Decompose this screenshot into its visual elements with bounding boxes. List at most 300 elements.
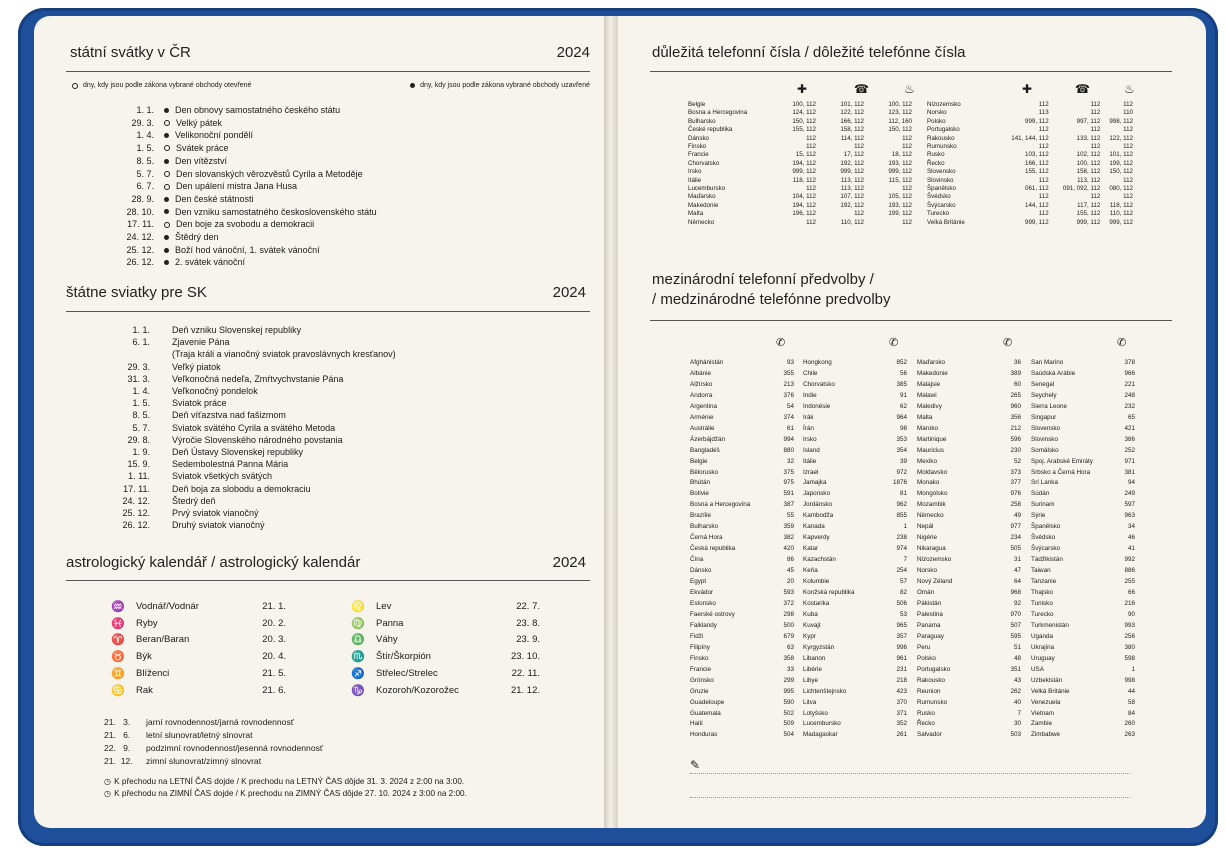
prefix-row [917,544,1021,555]
astro-title-rule [66,580,590,581]
dial-code: 33 [786,665,794,673]
cz-holidays-year: 2024 [556,44,590,61]
prefix-row [803,643,907,654]
emergency-number: 155, 112 [1076,210,1101,218]
dial-code: 590 [783,698,794,706]
prefix-row [803,435,907,446]
country-name: Japonsko [803,490,830,498]
country-name: Kolumbie [803,578,830,586]
zodiac-name: Vodnář/Vodnár [136,600,199,612]
prefix-row [917,687,1021,698]
emergency-row [688,126,912,134]
country-name: Velká Británie [927,218,965,226]
dial-code: 30 [1013,720,1021,728]
country-name: Německo [688,218,715,226]
holiday-date: 1. 5. [132,398,150,409]
country-name: Nikaragua [917,545,946,553]
prefix-row [917,588,1021,599]
prefix-row [803,698,907,709]
sk-holiday-row [112,434,396,446]
sk-holiday-row [112,397,396,409]
emergency-number: 101, 112 [840,101,864,108]
emergency-row [688,168,912,176]
prefix-row [1031,511,1135,522]
dial-code: 420 [783,545,794,553]
dial-code: 232 [1124,402,1135,410]
country-name: Tunisko [1031,599,1053,607]
season-date: 21. 6. [104,730,131,740]
zodiac-sign-icon: ♐ [351,668,365,681]
closed-day-marker-icon [164,159,169,164]
country-name: Zambie [1031,720,1052,728]
prefix-row [690,676,794,687]
holiday-name: Den české státnosti [175,193,254,204]
dial-code: 91 [899,391,907,399]
prefix-row [690,654,794,665]
emergency-row [688,101,912,109]
closed-day-marker-icon [164,108,169,113]
emergency-number: 112 [1123,193,1133,201]
dial-code: 389 [1010,369,1021,377]
emergency-row [688,135,912,143]
country-name: Mozambik [917,501,946,509]
country-name: USA [1031,665,1044,673]
holiday-name: Výročie Slovenského národného povstania [172,434,343,445]
country-name: Haiti [690,720,703,728]
dial-code: 61 [786,424,794,432]
emergency-number: 144, 112 [1025,201,1049,209]
dial-code: 36 [1013,359,1021,366]
prefix-row [1031,457,1135,468]
dial-code: 370 [896,698,907,706]
dial-code: 63 [786,643,794,651]
dial-code: 49 [1013,512,1021,520]
prefix-row [1031,719,1135,730]
prefix-row [690,522,794,533]
dial-code: 299 [783,676,794,684]
country-name: Bolívie [690,490,709,498]
prefix-row [1031,500,1135,511]
prefix-row [917,424,1021,435]
prefix-row [917,402,1021,413]
country-name: Rusko [917,709,935,717]
sk-holidays-header [66,284,586,301]
dst-winter-text: K přechodu na ZIMNÍ ČAS dojde / K prechodu na ZIMNÝ ČAS dôjde 27. 10. 2024 z 3:00 na 2:00. [114,789,467,798]
dial-code: 371 [896,709,907,717]
dial-code: 351 [1010,665,1021,673]
emergency-number: 114, 112 [840,134,864,142]
emergency-number: 100, 112 [888,101,912,108]
prefix-row [1031,544,1135,555]
prefix-row [1031,730,1135,741]
prefix-row [917,369,1021,380]
emergency-row [688,143,912,151]
prefixes-title-line1: mezinárodní telefonní předvolby / [652,271,874,288]
dial-code: 381 [1124,468,1135,476]
book-spine [604,16,618,828]
holiday-name: Sviatok svätého Cyrila a svätého Metoda [172,422,336,433]
country-name: Moldavsko [917,468,948,476]
emergency-number: 112 [1123,176,1133,184]
holiday-name: Sedembolestná Panna Mária [172,459,289,470]
country-name: Velká Británie [1031,687,1070,695]
dial-code: 373 [1010,468,1021,476]
dial-code: 51 [1013,643,1021,651]
season-row [104,742,323,755]
emergency-number: 194, 112 [792,201,816,209]
emergency-number: 150, 112 [792,117,816,125]
season-text: zimní slunovrat/zimný slnovrat [146,756,262,766]
dial-code: 503 [1010,731,1021,739]
dial-code: 386 [1124,435,1135,443]
dial-code: 82 [899,589,907,597]
emergency-number: 118, 112 [1109,201,1133,209]
country-name: Kapverdy [803,534,830,542]
emergency-row [688,210,912,218]
holiday-name: Deň vzniku Slovenskej republiky [172,325,302,335]
zodiac-name: Rak [136,684,153,696]
emergency-number: 133, 112 [1076,134,1101,142]
country-name: Libérie [803,665,822,673]
dial-code: 377 [1010,479,1021,487]
emergency-number: 122, 112 [1109,134,1133,142]
zodiac-row [106,598,286,615]
country-name: Slovensko [1031,424,1061,432]
closed-day-marker-icon [164,133,169,138]
holiday-name: Velikonoční pondělí [175,130,254,141]
prefix-row [1031,654,1135,665]
country-name: Česká republika [690,545,736,553]
dial-code: 93 [786,359,794,366]
holiday-date: 17. 11. [127,219,154,230]
zodiac-list-right [346,598,540,699]
prefix-row [803,544,907,555]
dial-code: 886 [1124,567,1135,575]
dial-code: 263 [1124,731,1135,739]
prefix-row [917,643,1021,654]
country-name: Irák [803,413,814,421]
emergency-number: 112 [902,134,912,142]
holiday-date: 29. 8. [127,434,150,445]
country-name: Řecko [917,720,935,728]
emergency-number: 112 [1038,143,1049,151]
emergency-number: 105, 112 [888,193,912,201]
dst-summer-text: K přechodu na LETNÍ ČAS dojde / K prechodu na LETNÝ ČAS dôjde 31. 3. 2024 z 2:00 na 3:00. [114,777,465,786]
emergency-number: 101, 112 [1109,151,1133,159]
holiday-name: Svátek práce [176,143,229,154]
dial-code: 98 [899,424,907,432]
open-day-marker-icon [164,222,170,228]
police-icon: ☎ [854,82,869,96]
sk-title-rule [66,311,590,312]
country-name: Taiwan [1031,567,1051,575]
country-name: Irsko [803,435,817,443]
country-name: Bangladéš [690,446,720,454]
legend-closed-text: dny, kdy jsou podle zákona vybrané obchody uzavřené [420,82,590,89]
emergency-number: 100, 112 [1076,159,1101,167]
country-name: Kazachstán [803,556,836,564]
country-name: Indonésie [803,402,831,410]
prefix-row [1031,380,1135,391]
dial-code: 880 [783,446,794,454]
prefix-row [917,391,1021,402]
country-name: Somálsko [1031,446,1059,454]
dial-code: 679 [783,632,794,640]
cz-holiday-row [112,155,377,168]
country-name: Švédsko [927,193,951,201]
dst-summer [104,776,467,788]
dial-code: 595 [1010,632,1021,640]
country-name: Švédsko [1031,534,1056,542]
holiday-name: Prvý sviatok vianočný [172,508,259,519]
country-name: Kanada [803,523,825,531]
dial-code: 380 [1124,643,1135,651]
country-name: Indie [803,391,817,399]
emergency-number: 999, 112 [792,168,816,176]
zodiac-date: 23. 10. [510,651,540,663]
dial-code: 423 [896,687,907,695]
country-name: České republika [688,126,733,134]
country-name: Bělorusko [690,468,719,476]
holiday-date: 1. 1. [136,105,154,115]
country-name: Arménie [690,413,714,421]
dial-code: 256 [1124,632,1135,640]
dial-code: 372 [783,599,794,607]
country-name: Estonsko [690,599,716,607]
prefix-row [803,391,907,402]
legend-closed [408,82,590,89]
country-name: Ekvádor [690,589,714,597]
dial-code: 230 [1010,446,1021,454]
country-name: Saúdská Arábie [1031,369,1076,377]
country-name: Madagaskar [803,731,838,739]
astro-year: 2024 [552,554,586,571]
prefix-row [803,511,907,522]
zodiac-date: 23. 9. [516,634,540,646]
dial-code: 992 [1124,556,1135,564]
prefix-row [917,500,1021,511]
clock-icon: ◷ [104,789,112,798]
prefix-row [690,610,794,621]
country-name: Afghánistán [690,359,724,366]
prefix-row [1031,610,1135,621]
country-name: San Marino [1031,359,1064,366]
country-name: Reunion [917,687,941,695]
dial-code: 509 [783,720,794,728]
dial-code: 39 [899,457,907,465]
country-name: Bosna a Hercegovina [688,109,748,117]
country-name: Gruzie [690,687,709,695]
emergency-row [688,109,912,117]
holiday-date: 1. 4. [136,130,154,141]
emergency-number: 112, 160 [888,117,912,125]
emergency-row [688,193,912,201]
prefix-row [803,555,907,566]
dial-code: 47 [1013,567,1021,575]
cz-holiday-row [112,193,377,206]
closed-day-marker-icon [164,197,169,202]
country-name: Srí Lanka [1031,479,1058,487]
prefix-row [803,457,907,468]
holiday-name: 2. svátek vánoční [175,257,246,268]
zodiac-row [346,682,540,699]
emergency-row [927,185,1133,193]
country-name: Turkmenistán [1031,621,1069,629]
dial-code: 258 [1010,501,1021,509]
emergency-number: 112 [1038,101,1049,108]
prefix-row [690,588,794,599]
country-name: Dánsko [690,567,712,575]
zodiac-name: Blíženci [136,668,170,680]
pen-icon: ✎ [690,758,701,772]
cz-legend [70,82,590,89]
emergency-number: 112 [1090,101,1101,108]
zodiac-row [346,615,540,632]
dial-code: 970 [1010,610,1021,618]
emergency-row [688,118,912,126]
dial-code: 502 [783,709,794,717]
holiday-date: 6. 1. [132,337,150,348]
country-name: Mexiko [917,457,937,465]
dial-code: 964 [896,413,907,421]
dial-code: 34 [1127,523,1135,531]
zodiac-row [106,615,286,632]
emergency-row [688,160,912,168]
zodiac-row [346,665,540,682]
holiday-date: 31. 3. [127,373,150,384]
prefix-row [1031,413,1135,424]
country-name: Kuvajt [803,621,821,629]
prefix-row [917,457,1021,468]
dial-code: 58 [1127,698,1135,706]
notes-line[interactable] [690,773,1130,774]
dial-code: 598 [1124,654,1135,662]
prefix-row [803,413,907,424]
prefix-row [1031,533,1135,544]
dial-code: 213 [783,380,794,388]
zodiac-name: Býk [136,651,152,663]
dial-code: 376 [783,391,794,399]
country-name: Lucembursko [803,720,841,728]
dial-code: 90 [1127,610,1135,618]
notes-line[interactable] [690,797,1130,798]
holiday-date: 24. 12. [126,232,154,243]
country-name: Řecko [927,159,945,167]
country-name: Nepál [917,523,934,531]
prefix-row [917,730,1021,741]
dial-code: 975 [783,479,794,487]
emergency-number: 113, 112 [1077,176,1101,184]
prefix-row [1031,424,1135,435]
cz-holiday-row [112,180,377,193]
dial-code: 387 [783,501,794,509]
prefix-row [917,577,1021,588]
country-name: Makedonie [688,201,719,209]
zodiac-sign-icon: ♎ [351,634,365,647]
prefix-row [1031,698,1135,709]
zodiac-sign-icon: ♋ [111,684,125,697]
prefix-row [803,358,907,369]
prefix-row [690,730,794,741]
prefix-row [803,632,907,643]
emergency-row [927,101,1133,109]
emergency-number: 17, 112 [843,151,864,159]
dial-code: 1 [903,523,907,531]
country-name: Chile [803,369,818,377]
phone-icon: ✆ [1117,337,1127,349]
prefix-row [803,588,907,599]
holiday-name: Den boje za svobodu a demokracii [176,219,315,230]
prefix-row [803,522,907,533]
zodiac-name: Ryby [136,617,158,629]
prefixes-title-line2: / medzinárodné telefónne predvolby [652,291,891,308]
country-name: Paraguay [917,632,944,640]
emergency-number: 104, 112 [792,193,816,201]
zodiac-date: 21. 1. [262,600,286,612]
prefix-row [1031,468,1135,479]
country-name: Turecko [1031,610,1054,618]
zodiac-name: Panna [376,617,404,629]
dial-code: 254 [896,567,907,575]
holiday-name: Velký pátek [176,117,223,128]
dial-code: 32 [786,457,794,465]
emergency-number: 112 [902,218,912,226]
emergency-row [688,151,912,159]
holiday-name: Zjavenie Pána (Traja králi a vianočný sviatok pravoslávnych kresťanov) [172,337,396,360]
emergency-row [927,160,1133,168]
zodiac-date: 20. 3. [262,634,286,646]
closed-day-marker-icon [410,83,415,88]
emergency-row [927,202,1133,210]
emergency-number: 150, 112 [1109,168,1133,176]
emergency-number: 999, 112 [840,168,864,176]
prefix-row [803,424,907,435]
country-name: Brazílie [690,512,711,520]
dial-code: 421 [1124,424,1135,432]
dial-code: 993 [1124,621,1135,629]
dial-code: 359 [783,523,794,531]
season-row [104,716,323,729]
cz-title-rule [66,71,590,72]
prefix-row [803,654,907,665]
dial-code: 382 [783,534,794,542]
zodiac-row [106,665,286,682]
country-name: Singapur [1031,413,1057,421]
zodiac-row [106,648,286,665]
emergency-number: 112 [806,185,816,193]
prefixes-title-rule [650,320,1172,321]
dial-code: 57 [899,578,907,586]
country-name: Argentina [690,402,717,410]
country-name: Bulharsko [690,523,719,531]
legend-open-text: dny, kdy jsou podle zákona vybrané obchody otevřené [83,82,252,89]
country-name: Faerské ostrovy [690,610,735,618]
sk-holidays-year: 2024 [552,284,586,301]
emergency-number: 997, 112 [1076,117,1101,125]
dial-code: 56 [899,369,907,377]
country-name: Slovinsko [927,176,954,184]
emergency-number: 113, 112 [840,185,864,193]
country-name: Surinam [1031,501,1055,509]
dial-code: 354 [896,446,907,454]
country-name: Vietnam [1031,709,1054,717]
prefix-row [1031,446,1135,457]
emergency-number: 112 [806,134,816,142]
prefix-row [1031,676,1135,687]
sk-holiday-row [112,446,396,458]
dial-code: 212 [1010,424,1021,432]
zodiac-name: Štír/Škorpión [376,651,431,663]
